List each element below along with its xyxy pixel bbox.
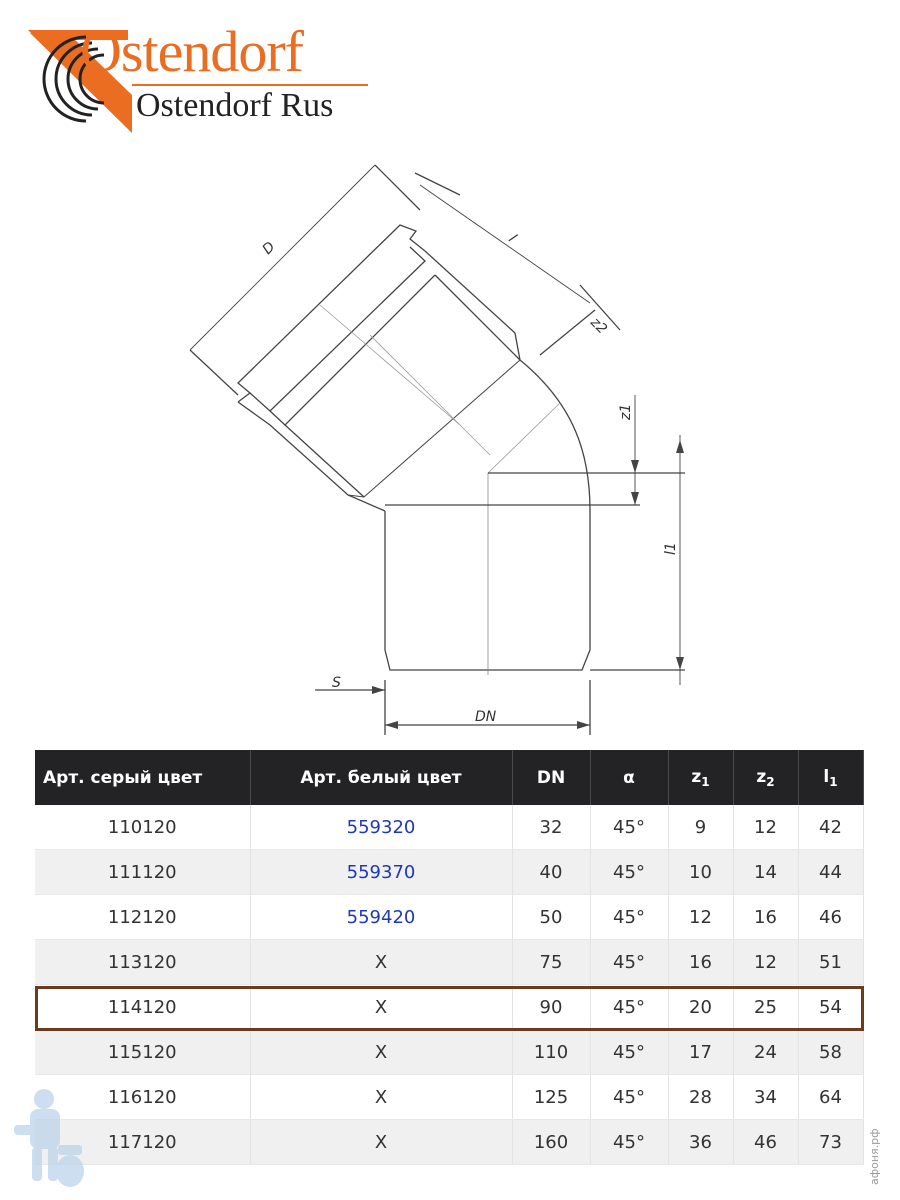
cell-l1: 46 [798,895,863,940]
cell-alpha: 45° [590,1120,668,1165]
col-header-z2: $z_2$ [733,750,798,805]
cell-dn: 110 [512,1030,590,1075]
cell-z1: 20 [668,985,733,1030]
cell-l1: 51 [798,940,863,985]
col-header-white-article: Арт. белый цвет [250,750,512,805]
table-header-row [35,750,863,805]
cell-l1: 73 [798,1120,863,1165]
cell-dn: 125 [512,1075,590,1120]
cell-z2: 14 [733,850,798,895]
logo-divider [132,84,368,86]
dim-label-l: l [505,231,520,246]
cell-white-article-link[interactable]: 559370 [250,850,512,895]
cell-grey-article: 111120 [35,850,250,895]
cell-grey-article: 115120 [35,1030,250,1075]
table-row [35,940,863,985]
col-header-alpha: α [590,750,668,805]
cell-grey-article: 112120 [35,895,250,940]
logo-subtitle: Ostendorf Rus [136,87,334,124]
dim-label-z1: z1 [618,403,634,420]
cell-white-article: X [250,1075,512,1120]
cell-z1: 36 [668,1120,733,1165]
cell-l1: 58 [798,1030,863,1075]
cell-dn: 75 [512,940,590,985]
cell-white-article: X [250,1030,512,1075]
pipe-bend-drawing [120,155,750,745]
ostendorf-logo [28,19,388,135]
col-header-dn: DN [512,750,590,805]
cell-dn: 32 [512,805,590,850]
cell-dn: 160 [512,1120,590,1165]
cell-white-article: X [250,985,512,1030]
cell-z2: 16 [733,895,798,940]
cell-z2: 46 [733,1120,798,1165]
cell-dn: 40 [512,850,590,895]
cell-l1: 42 [798,805,863,850]
dim-label-dn: DN [475,709,497,725]
dim-label-z2: z2 [587,314,610,338]
lower-spigot-outline [385,511,590,670]
cell-alpha: 45° [590,805,668,850]
cell-alpha: 45° [590,1075,668,1120]
dim-label-l1: l1 [663,542,679,555]
table-row [35,850,863,895]
cell-z1: 9 [668,805,733,850]
cell-l1: 44 [798,850,863,895]
col-header-z1: $z_1$ [668,750,733,805]
socket-lower-edge [238,402,385,511]
cell-grey-article: 113120 [35,940,250,985]
cell-alpha: 45° [590,985,668,1030]
col-header-grey-article: Арт. серый цвет [35,750,250,805]
cell-z1: 16 [668,940,733,985]
cell-alpha: 45° [590,1030,668,1075]
cell-z1: 17 [668,1030,733,1075]
cell-white-article: X [250,1120,512,1165]
dim-label-d: D [259,238,279,258]
table-row [35,1120,863,1165]
table-row [35,895,863,940]
cell-dn: 50 [512,895,590,940]
cell-white-article: X [250,940,512,985]
cell-dn: 90 [512,985,590,1030]
cell-grey-article: 114120 [35,985,250,1030]
cell-grey-article: 110120 [35,805,250,850]
spec-table [35,750,864,1165]
table-row [35,1075,863,1120]
cell-grey-article: 116120 [35,1075,250,1120]
cell-grey-article: 117120 [35,1120,250,1165]
logo-brand-text: Ostendorf [80,19,303,84]
plumber-mascot-icon [8,1085,88,1195]
cell-l1: 54 [798,985,863,1030]
cell-l1: 64 [798,1075,863,1120]
table-row-highlighted [35,985,863,1030]
cell-z2: 34 [733,1075,798,1120]
cell-z2: 12 [733,805,798,850]
col-header-l1: $l_1$ [798,750,863,805]
cell-white-article-link[interactable]: 559420 [250,895,512,940]
outer-bend-curve [520,360,590,511]
cell-z2: 25 [733,985,798,1030]
cell-z2: 12 [733,940,798,985]
cell-alpha: 45° [590,940,668,985]
cell-alpha: 45° [590,850,668,895]
watermark-site-text: афоня.рф [868,1128,881,1185]
cell-z2: 24 [733,1030,798,1075]
cell-z1: 28 [668,1075,733,1120]
table-row [35,1030,863,1075]
cell-z1: 12 [668,895,733,940]
cell-z1: 10 [668,850,733,895]
table-row [35,805,863,850]
dim-label-s: S [332,675,341,691]
cell-white-article-link[interactable]: 559320 [250,805,512,850]
socket-upper-edge [425,251,520,360]
cell-alpha: 45° [590,895,668,940]
